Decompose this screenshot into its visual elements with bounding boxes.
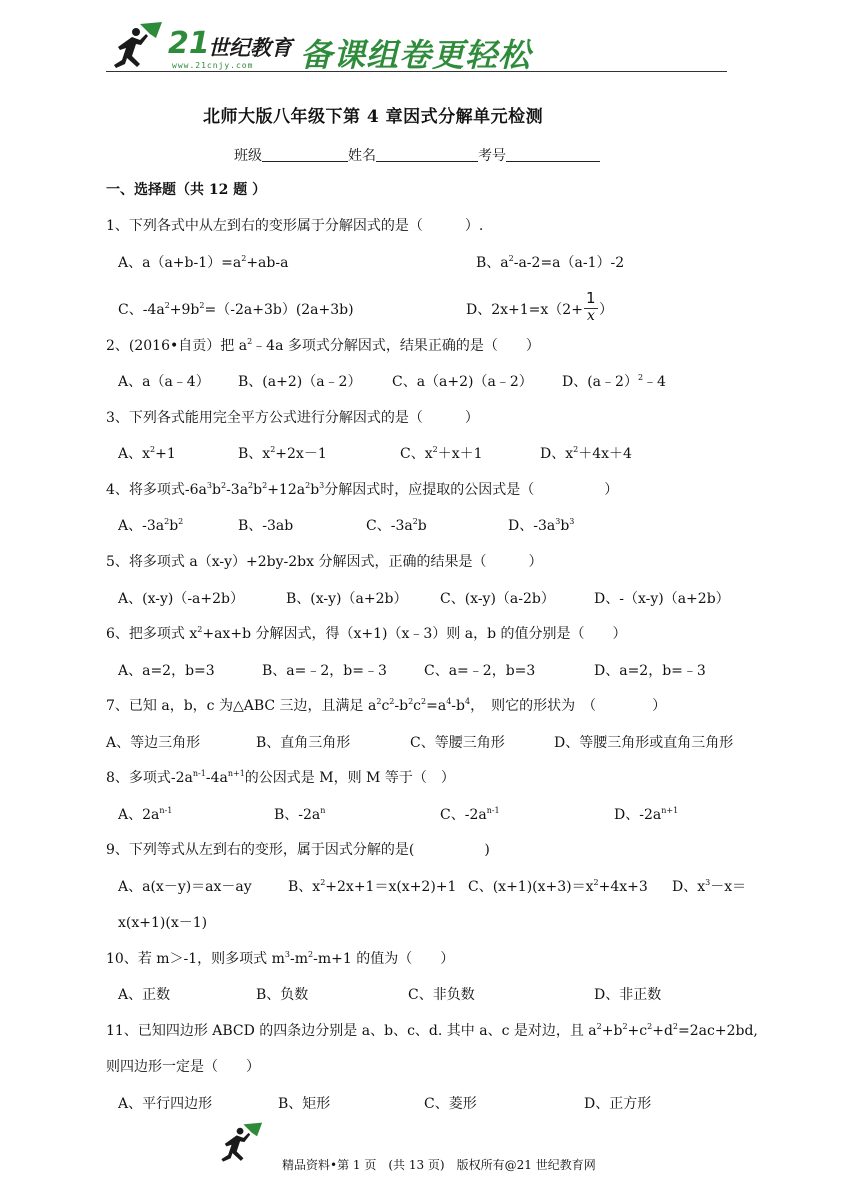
question-3-option-d[interactable]: D、$x^2+4x+4$	[540, 445, 632, 462]
question-4-option-a[interactable]: A、$-3a^2b^2$	[118, 517, 184, 534]
question-2-option-d[interactable]: D、(a﹣2）$^2$﹣4	[562, 373, 666, 390]
question-6-option-d[interactable]: D、a=2，b=﹣3	[594, 663, 706, 679]
runner-logo-icon	[110, 20, 176, 72]
brand-name: 世纪教育	[208, 36, 292, 60]
class-blank[interactable]	[262, 147, 348, 162]
question-9-option-d[interactable]: D、$x^3-x=$	[672, 878, 747, 895]
brand-number: 21	[168, 26, 210, 61]
brand-url: www.21cnjy.com	[172, 61, 254, 70]
question-10-stem: 10、若 m＞-1，则多项式 $m^3-m^2-m+1$ 的值为（ ）	[106, 950, 455, 967]
exam-blank[interactable]	[506, 147, 600, 162]
question-7-stem: 7、已知 a，b，c 为△ABC 三边，且满足 $a^2c^2-b^2c^2=a^4-b^4$， 则它的形状为 （ ）	[106, 697, 667, 714]
question-2-stem: 2、(2016•自贡）把 $a^2﹣4a$ 多项式分解因式，结果正确的是（ ）	[106, 337, 540, 354]
question-3-option-c[interactable]: C、$x^2+x+1$	[400, 445, 483, 462]
question-7-option-a[interactable]: A、等边三角形	[106, 735, 201, 751]
question-10-option-b[interactable]: B、负数	[256, 987, 309, 1003]
question-9-stem: 9、下列等式从左到右的变形，属于因式分解的是( )	[106, 842, 490, 858]
question-1-stem: 1、下列各式中从左到右的变形属于分解因式的是（ ）.	[106, 218, 484, 234]
question-10-option-a[interactable]: A、正数	[118, 987, 171, 1003]
question-5-stem: 5、将多项式 a（x-y）+2by-2bx 分解因式，正确的结果是（ ）	[106, 554, 543, 570]
question-4-option-d[interactable]: D、$-3a^3b^3$	[508, 517, 575, 534]
name-blank[interactable]	[376, 147, 478, 162]
question-3-stem: 3、下列各式能用完全平方公式进行分解因式的是（ ）	[106, 410, 479, 426]
question-4-option-c[interactable]: C、$-3a^2b$	[366, 517, 427, 534]
question-7-option-c[interactable]: C、等腰三角形	[410, 735, 505, 751]
question-2-option-a[interactable]: A、a（a﹣4）	[118, 374, 210, 390]
question-4-option-b[interactable]: B、-3ab	[238, 518, 294, 534]
question-6-option-c[interactable]: C、a=﹣2，b=3	[424, 663, 536, 679]
question-5-option-c[interactable]: C、(x-y)（a-2b）	[440, 591, 555, 607]
question-2-option-c[interactable]: C、a（a+2)（a﹣2）	[392, 374, 533, 390]
question-7-option-d[interactable]: D、等腰三角形或直角三角形	[554, 735, 734, 751]
exam-label: 考号	[478, 148, 506, 164]
question-11-option-b[interactable]: B、矩形	[278, 1096, 331, 1112]
question-5-option-d[interactable]: D、-（x-y)（a+2b）	[594, 591, 730, 607]
question-11-option-d[interactable]: D、正方形	[584, 1096, 652, 1112]
question-6-option-a[interactable]: A、a=2，b=3	[118, 663, 215, 679]
question-11-option-a[interactable]: A、平行四边形	[118, 1096, 213, 1112]
question-4-stem: 4、将多项式$-6a^3b^2-3a^2b^2+12a^2b^3$分解因式时，应提取的公因式是（ ）	[106, 481, 619, 498]
question-3-option-b[interactable]: B、$x^2+2x-1$	[238, 445, 327, 462]
question-11-stem-line2: 则四边形一定是（ ）	[106, 1059, 260, 1075]
question-11-option-c[interactable]: C、菱形	[424, 1096, 477, 1112]
question-10-option-d[interactable]: D、非正数	[594, 987, 662, 1003]
student-info-line	[234, 146, 600, 166]
name-label: 姓名	[348, 148, 376, 164]
question-9-option-b[interactable]: B、$x^2+2x+1=x(x+2)+1$	[288, 878, 457, 895]
question-11-stem: 11、已知四边形 ABCD 的四条边分别是 a、b、c、d. 其中 a、c 是对边，且 $a^2+b^2+c^2+d^2=2ac+2bd$,	[106, 1022, 758, 1039]
question-5-option-a[interactable]: A、(x-y)（-a+2b）	[118, 591, 244, 607]
class-label: 班级	[234, 148, 262, 164]
fraction-one-over-x: $\frac{1}{x}$	[583, 300, 599, 320]
question-5-option-b[interactable]: B、(x-y)（a+2b）	[286, 591, 408, 607]
slogan: 备课组卷更轻松	[300, 36, 532, 74]
question-9-option-c[interactable]: C、$(x+1)(x+3)=x^2+4x+3$	[468, 878, 648, 895]
question-8-stem: 8、多项式$-2a^{n-1}-4a^{n+1}$的公因式是 M，则 M 等于（ ）	[106, 769, 455, 786]
question-6-stem: 6、把多项式 $x^2+ax+b$ 分解因式，得（x+1)（x﹣3）则 a，b 的值分别是（ ）	[106, 625, 627, 642]
question-9-option-a[interactable]: A、a(x－y)＝ax－ay	[118, 879, 252, 895]
page-title: 北师大版八年级下第 4 章因式分解单元检测	[203, 107, 544, 127]
question-6-option-b[interactable]: B、a=﹣2，b=﹣3	[262, 663, 387, 679]
question-1-option-a[interactable]: A、$a(a+b-1)=a^2+ab-a$	[118, 254, 289, 271]
section-heading: 一、选择题（共 12 题 ）	[106, 182, 267, 198]
question-8-option-b[interactable]: B、$-2a^n$	[274, 806, 326, 823]
question-1-option-d[interactable]: D、2x+1=x（2+ $\frac{1}{x}$ ）	[466, 289, 613, 324]
footer-text: 精品资料•第 1 页 (共 13 页) 版权所有@21 世纪教育网	[282, 1158, 596, 1172]
footer-runner-logo-icon	[218, 1118, 274, 1168]
question-9-option-d-continued[interactable]: x(x+1)(x－1)	[118, 915, 208, 931]
question-10-option-c[interactable]: C、非负数	[408, 987, 475, 1003]
question-8-option-a[interactable]: A、$2a^{n-1}$	[118, 806, 173, 823]
question-1-option-c[interactable]: C、$-4a^2+9b^2=(-2a+3b)(2a+3b)$	[118, 301, 354, 318]
question-8-option-c[interactable]: C、$-2a^{n-1}$	[440, 806, 500, 823]
question-1-option-b[interactable]: B、$a^2-a-2=a(a-1)-2$	[476, 254, 625, 271]
question-8-option-d[interactable]: D、$-2a^{n+1}$	[614, 806, 679, 823]
question-7-option-b[interactable]: B、直角三角形	[256, 735, 351, 751]
question-2-option-b[interactable]: B、(a+2)（a﹣2）	[238, 374, 362, 390]
question-3-option-a[interactable]: A、$x^2+1$	[118, 445, 176, 462]
header-divider	[106, 71, 727, 72]
